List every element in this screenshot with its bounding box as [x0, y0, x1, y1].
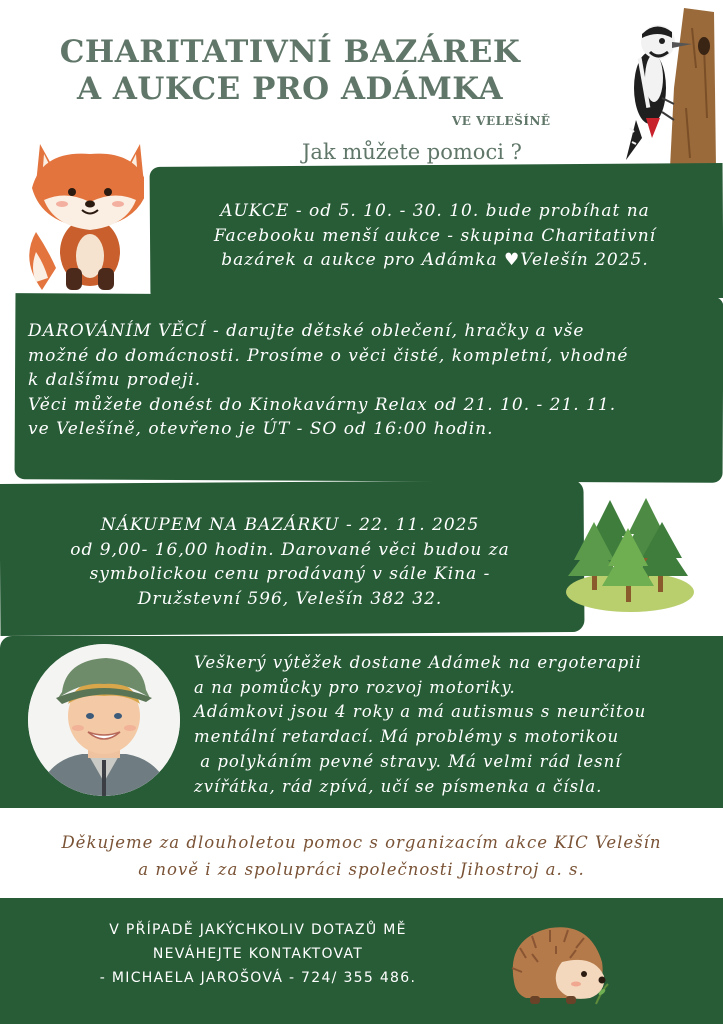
- about-text: Veškerý výtěžek dostane Adámek na ergoterapii a na pomůcky pro rozvoj motoriky. Adámkovi jsou 4 roky a má autismus s neurčitou mentální retardací. Má problémy s motorikou a polykáním pevné stravy. Má velmi rád lesní zvířátka, rád zpívá, učí se písmenka a čísla.: [194, 653, 647, 796]
- title-line-1: CHARITATIVNÍ BAZÁREK: [59, 34, 521, 70]
- fox-icon: [22, 140, 144, 295]
- poster-title: [30, 34, 550, 108]
- place-label: VE VELEŠÍNĚ: [452, 114, 551, 128]
- woodpecker-icon: [612, 8, 718, 168]
- child-photo: [26, 642, 182, 798]
- forest-trees-icon: [562, 496, 698, 616]
- thanks-text: Děkujeme za dlouholetou pomoc s organizacím akce KIC Velešín a nově i za spolupráci společnosti Jihostroj a. s.: [61, 833, 662, 879]
- auction-text: AUKCE - od 5. 10. - 30. 10. bude probíhat na Facebooku menší aukce - skupina Charitativní bazárek a aukce pro Adámka ♥Velešín 2025.: [213, 201, 657, 270]
- shopping-text: NÁKUPEM NA BAZÁRKU - 22. 11. 2025 od 9,00- 16,00 hodin. Darované věci budou za symbolickou cenu prodávaný v sále Kina - Družstevní 596, Velešín 382 32.: [70, 515, 510, 609]
- title-line-2: A AUKCE PRO ADÁMKA: [76, 71, 504, 107]
- hedgehog-icon: [506, 918, 610, 1010]
- subtitle: Jak můžete pomoci ?: [302, 140, 522, 164]
- donation-text: DAROVÁNÍM VĚCÍ - darujte dětské oblečení, hračky a vše možné do domácnosti. Prosíme o věci čisté, kompletní, vhodné k dalšímu prodeji. Věci můžete donést do Kinokavárny Relax od 21. 10. - 21. 11. ve Velešíně, otevřeno je ÚT - SO od 16:00 hodin.: [28, 321, 629, 439]
- contact-text: V PŘÍPADĚ JAKÝCHKOLIV DOTAZŮ MĚ NEVÁHEJTE KONTAKTOVAT - MICHAELA JAROŠOVÁ - 724/ 355 486.: [99, 922, 417, 986]
